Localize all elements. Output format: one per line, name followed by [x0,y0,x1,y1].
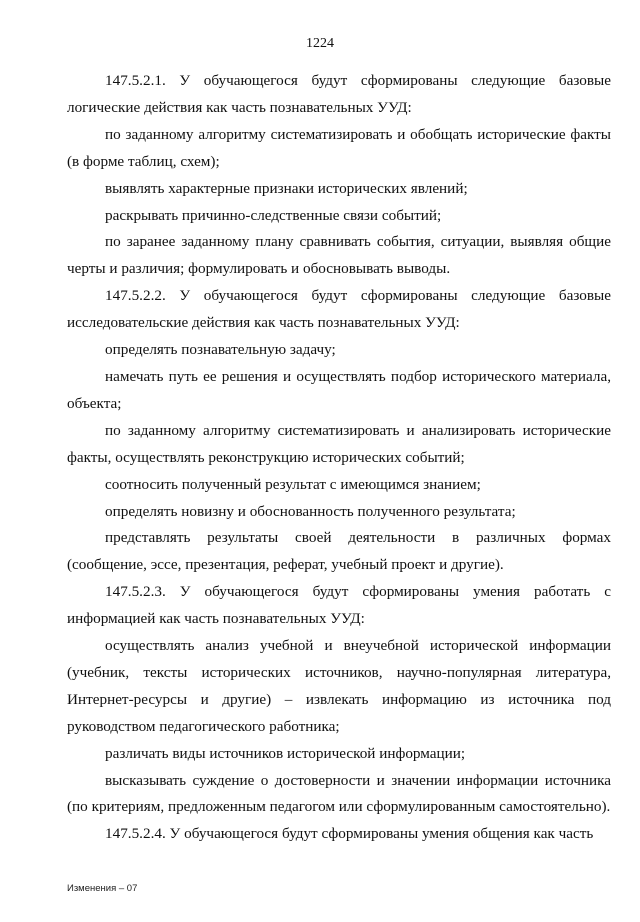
paragraph: осуществлять анализ учебной и внеучебной исторической информации (учебник, тексты исторических источников, научно-популярная литература, Интернет-ресурсы и другие) – извлекать информацию из источника под руководством педагогического работника; [67,637,611,735]
document-body [67,68,611,848]
page-number: 1224 [306,36,334,51]
paragraph: раскрывать причинно-следственные связи событий; [105,206,442,224]
paragraph: высказывать суждение о достоверности и значении информации источника (по критериям, предложенным педагогом или сформулированным самостоятельно). [67,771,611,816]
paragraph: определять познавательную задачу; [105,341,336,359]
paragraph: представлять результаты своей деятельности в различных формах (сообщение, эссе, презентация, реферат, учебный проект и другие). [67,529,611,574]
paragraph: различать виды источников исторической информации; [105,744,466,762]
paragraph: по заранее заданному плану сравнивать события, ситуации, выявляя общие черты и различия; формулировать и обосновывать выводы. [67,233,611,278]
paragraph: 147.5.2.2. У обучающегося будут сформированы следующие базовые исследовательские действия как часть познавательных УУД: [67,287,611,332]
paragraph: по заданному алгоритму систематизировать и анализировать исторические факты, осуществлять реконструкцию исторических событий; [67,421,611,466]
paragraph: выявлять характерные признаки исторических явлений; [105,179,468,197]
paragraph: намечать путь ее решения и осуществлять подбор исторического материала, объекта; [67,367,611,412]
paragraph: соотносить полученный результат с имеющимся знанием; [105,475,481,493]
paragraph: 147.5.2.3. У обучающегося будут сформированы умения работать с информацией как часть познавательных УУД: [67,583,611,628]
paragraph: по заданному алгоритму систематизировать и обобщать исторические факты (в форме таблиц, схем); [67,125,611,170]
paragraph: определять новизну и обоснованность полученного результата; [105,502,516,520]
paragraph: 147.5.2.4. У обучающегося будут сформированы умения общения как часть [105,825,594,843]
footer-note: Изменения – 07 [67,883,138,894]
paragraph: 147.5.2.1. У обучающегося будут сформированы следующие базовые логические действия как часть познавательных УУД: [67,72,611,116]
